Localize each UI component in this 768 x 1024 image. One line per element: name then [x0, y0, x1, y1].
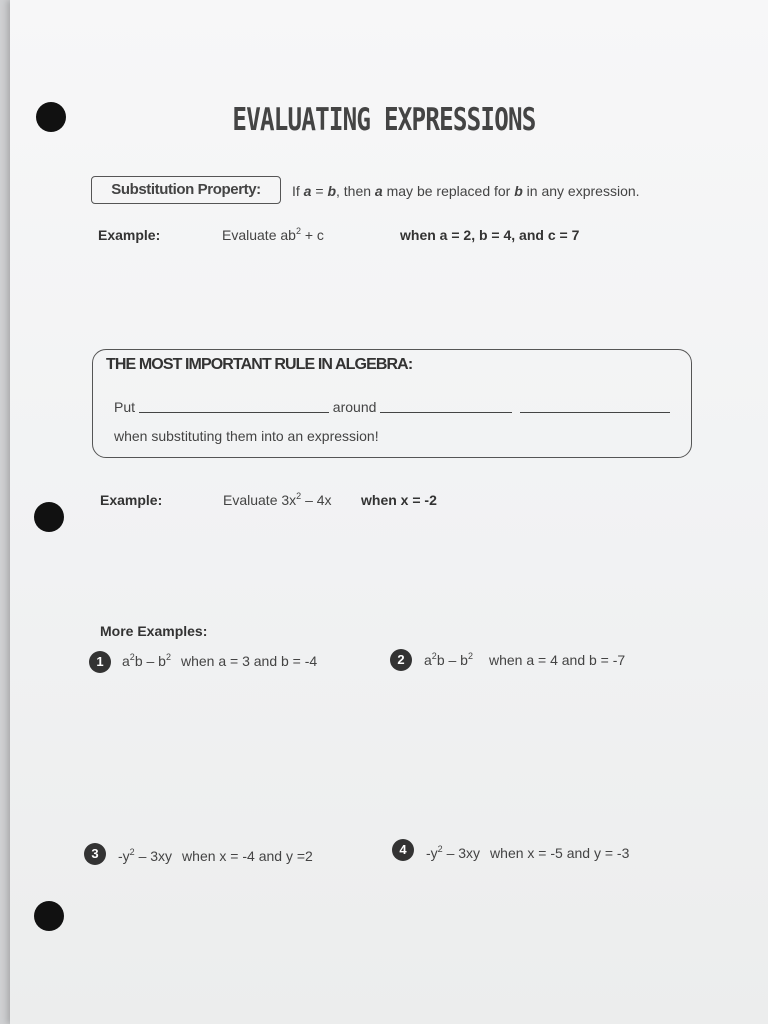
example-1-expression: Evaluate $ab^2 + c$	[222, 226, 324, 243]
binder-hole-bottom	[34, 901, 64, 931]
example-2-expression: Evaluate $3x^2 - 4x$	[223, 491, 332, 508]
important-rule-line-2: when substituting them into an expression!	[114, 428, 379, 444]
important-rule-line-1: Put around	[114, 399, 670, 415]
example-1-condition: when a = 2, b = 4, and c = 7	[400, 227, 580, 243]
blank-2[interactable]	[380, 400, 512, 413]
problem-1-number: 1	[89, 651, 111, 673]
example-2-label: Example:	[100, 492, 163, 508]
problem-1: $a^2b - b^2$ when a = 3 and b = -4	[122, 652, 318, 669]
more-examples-label: More Examples:	[100, 623, 208, 639]
problem-4: $-y^2 - 3xy$ when x = -5 and y = -3	[426, 844, 630, 861]
problem-4-number: 4	[392, 839, 414, 861]
worksheet-page	[10, 0, 768, 1024]
substitution-property-label: Substitution Property:	[91, 176, 281, 204]
page-title: EVALUATING EXPRESSIONS	[232, 102, 536, 138]
substitution-property-definition: If a = b, then a may be replaced for b in any expression.	[292, 183, 640, 199]
blank-1[interactable]	[139, 400, 329, 413]
binder-hole-middle	[34, 502, 64, 532]
blank-3[interactable]	[520, 400, 670, 413]
important-rule-title: THE MOST IMPORTANT RULE IN ALGEBRA:	[106, 356, 413, 373]
example-2-condition: when x = -2	[361, 492, 437, 508]
binder-hole-top	[36, 102, 66, 132]
problem-3: $-y^2 - 3xy$ when x = -4 and y =2	[118, 847, 313, 864]
problem-3-number: 3	[84, 843, 106, 865]
example-1-label: Example:	[98, 227, 161, 243]
problem-2: $a^2b - b^2$ when a = 4 and b = -7	[424, 651, 626, 668]
problem-2-number: 2	[390, 649, 412, 671]
